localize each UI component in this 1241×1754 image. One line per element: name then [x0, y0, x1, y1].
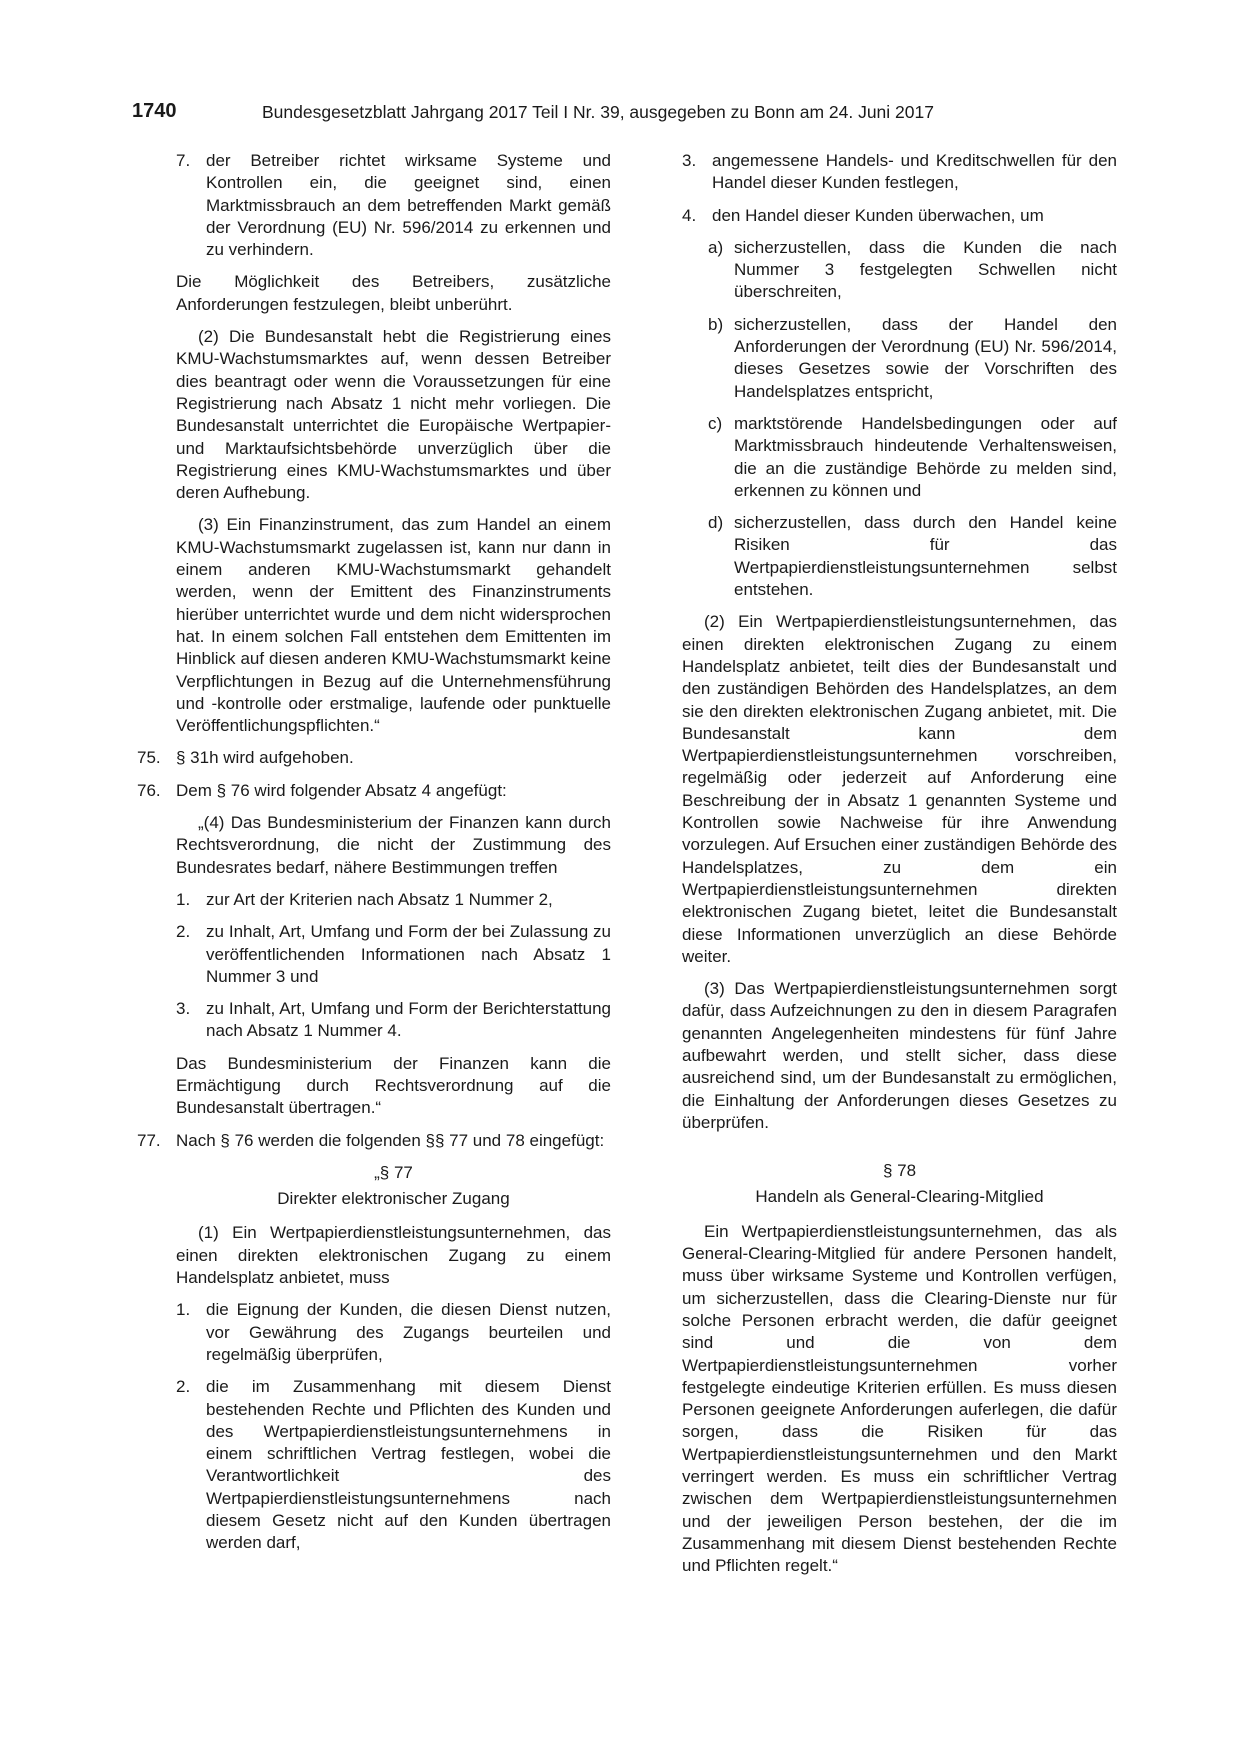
paragraph-absatz-2: (2) Die Bundesanstalt hebt die Registrierung eines KMU-Wachstumsmarktes auf, wenn dessen Betreiber dies beantragt oder wenn die Voraussetzungen für eine Registrierung nach Absatz 1 nicht mehr vorliegen. Die Bundesanstalt unterrichtet die Europäische Wertpapier- und Marktaufsichtsbehörde unverzüglich über die Registrierung eines KMU-Wachstumsmarktes und über deren Aufhebung. — [176, 327, 611, 503]
item-number: 3. — [682, 151, 697, 170]
item-number: 1. — [176, 889, 191, 909]
paragraph-absatz-1: (1) Ein Wertpapierdienstleistungsunternehmen, das einen direkten elektronischen Zugang zu einem Handelsplatz anbietet, muss — [176, 1223, 611, 1288]
item-number: 7. — [176, 151, 191, 170]
sub-item-letter: a) — [708, 237, 724, 257]
list-item — [176, 1299, 611, 1366]
list-item — [682, 205, 1117, 227]
item-number: 4. — [682, 205, 697, 225]
item-number: 75. — [137, 748, 161, 768]
sub-item-text: marktstörende Handelsbedingungen oder auf Marktmissbrauch hindeutende Verhaltensweisen, die an die zuständige Behörde zu melden sind, erkennen zu können und — [734, 413, 1117, 500]
item-text: Nach § 76 werden die folgenden §§ 77 und 78 eingefügt: — [176, 1130, 605, 1150]
sub-item-letter: c) — [708, 413, 723, 433]
item-number: 77. — [137, 1130, 161, 1150]
right-column — [682, 150, 1117, 1588]
sub-item-text: sicherzustellen, dass der Handel den Anforderungen der Verordnung (EU) Nr. 596/2014, dieses Gesetzes sowie der Vorschriften des Handelsplatzes entspricht, — [734, 314, 1117, 401]
item-text: zu Inhalt, Art, Umfang und Form der bei Zulassung zu veröffentlichenden Informationen nach Absatz 1 Nummer 3 und — [206, 922, 611, 986]
sub-list-item — [176, 921, 611, 988]
sub-list-item — [708, 512, 1117, 601]
item-text: Dem § 76 wird folgender Absatz 4 angefügt: — [176, 780, 507, 800]
sub-list-item — [708, 237, 1117, 304]
paragraph-absatz-2: (2) Ein Wertpapierdienstleistungsunternehmen, das einen direkten elektronischen Zugang zu einem Handelsplatz anbietet, teilt dies der Bundesanstalt und den zuständigen Behörden des Handelsplatzes, an dem sie den direkten elektronischen Zugang anbietet, mit. Die Bundesanstalt kann dem Wertpapierdienstleistungsunternehmen vorschreiben, regelmäßig oder jederzeit auf Anforderung eine Beschreibung der in Absatz 1 genannten Systeme und Kontrollen sowie Nachweise für ihre Anwendung vorzulegen. Auf Ersuchen einer zuständigen Behörde des Handelsplatzes, zu dem ein Wertpapierdienstleistungsunternehmen direkten elektronischen Zugang bietet, leitet die Bundesanstalt diese Informationen unverzüglich an diese Behörde weiter. — [682, 612, 1117, 966]
item-text: § 31h wird aufgehoben. — [176, 748, 354, 768]
page-number: 1740 — [132, 100, 177, 122]
section-78-title: Handeln als General-Clearing-Mitglied — [755, 1187, 1044, 1207]
item-text: den Handel dieser Kunden überwachen, um — [712, 205, 1044, 225]
item-number: 1. — [176, 1300, 191, 1320]
list-item-7 — [176, 150, 611, 261]
section-77-title: Direkter elektronischer Zugang — [277, 1189, 510, 1209]
item-text: der Betreiber richtet wirksame Systeme und Kontrollen ein, die geeignet sind, einen Marktmissbrauch an dem betreffenden Markt gemäß der Verordnung (EU) Nr. 596/2014 zu erkennen und zu verhindern. — [206, 151, 611, 260]
item-number: 2. — [176, 1377, 191, 1397]
list-item-76 — [137, 780, 611, 802]
sub-item-letter: b) — [708, 314, 724, 334]
item-number: 2. — [176, 922, 191, 942]
paragraph-absatz-3: (3) Ein Finanzinstrument, das zum Handel an einem KMU-Wachstumsmarkt zugelassen ist, kann nur dann in einem anderen KMU-Wachstumsmarkt gehandelt werden, wenn der Emittent des Finanzinstruments hierüber unterrichtet wurde und dem nicht widersprochen hat. In einem solchen Fall entstehen dem Emittenten im Hinblick auf diesen anderen KMU-Wachstumsmarkt keine Verpflichtungen in Bezug auf die Unternehmensführung und -kontrolle oder erstmalige, laufende oder punktuelle Veröffentlichungspflichten.“ — [176, 515, 611, 736]
item-number: 76. — [137, 780, 161, 800]
section-78-heading: § 78 — [882, 1161, 917, 1181]
item-text: zu Inhalt, Art, Umfang und Form der Berichterstattung nach Absatz 1 Nummer 4. — [206, 999, 611, 1041]
sub-list-item — [176, 998, 611, 1043]
item-number: 3. — [176, 999, 191, 1019]
item-text: die im Zusammenhang mit diesem Dienst bestehenden Rechte und Pflichten des Kunden und des Wertpapierdienstleistungsunternehmens in einem schriftlichen Vertrag festlegen, wobei die Verantwortlichkeit des Wertpapierdienstleistungsunternehmens nach diesem Gesetz nicht auf den Kunden übertragen werden darf, — [206, 1377, 611, 1553]
section-78-paragraph: Ein Wertpapierdienstleistungsunternehmen, das als General-Clearing-Mitglied für andere Personen handelt, muss über wirksame Systeme und Kontrollen verfügen, um sicherzustellen, dass die Clearing-Dienste nur für solche Personen erbracht werden, die dafür geeignet sind und die von dem Wertpapierdienstleistungsunternehmen vorher festgelegte eindeutige Kriterien erfüllen. Es muss diesen Personen geeignete Anforderungen auferlegen, die dafür sorgen, dass die Risiken für das Wertpapierdienstleistungsunternehmen und den Markt verringert werden. Es muss ein schriftlicher Vertrag zwischen dem Wertpapierdienstleistungsunternehmen und der jeweiligen Person bestehen, der die im Zusammenhang mit diesem Dienst bestehenden Rechte und Pflichten regelt.“ — [682, 1221, 1117, 1576]
list-item-75 — [137, 747, 611, 769]
quoted-paragraph: „(4) Das Bundesministerium der Finanzen kann durch Rechtsverordnung, die nicht der Zustimmung des Bundesrates bedarf, nähere Bestimmungen treffen — [176, 813, 611, 877]
list-item — [682, 150, 1117, 195]
item-text: zur Art der Kriterien nach Absatz 1 Nummer 2, — [206, 889, 553, 909]
closing-paragraph: Das Bundesministerium der Finanzen kann die Ermächtigung durch Rechtsverordnung auf die Bundesanstalt übertragen.“ — [176, 1053, 611, 1118]
sub-list-item — [708, 413, 1117, 502]
running-head: Bundesgesetzblatt Jahrgang 2017 Teil I Nr. 39, ausgegeben zu Bonn am 24. Juni 2017 — [262, 102, 934, 122]
paragraph-absatz-3: (3) Das Wertpapierdienstleistungsunternehmen sorgt dafür, dass Aufzeichnungen zu den in diesem Paragrafen genannten Angelegenheiten mindestens für fünf Jahre aufbewahrt werden, und stellt sicher, dass diese ausreichend sind, um der Bundesanstalt zu ermöglichen, die Einhaltung der Anforderungen dieses Gesetzes zu überprüfen. — [682, 979, 1117, 1132]
item-text: die Eignung der Kunden, die diesen Dienst nutzen, vor Gewährung des Zugangs beurteilen und regelmäßig überprüfen, — [206, 1300, 611, 1364]
list-item — [176, 1376, 611, 1554]
list-item-77 — [137, 1130, 611, 1152]
paragraph: Die Möglichkeit des Betreibers, zusätzliche Anforderungen festzulegen, bleibt unberührt. — [176, 272, 611, 314]
sub-item-text: sicherzustellen, dass durch den Handel keine Risiken für das Wertpapierdienstleistungsunternehmen selbst entstehen. — [734, 513, 1117, 600]
section-77-heading: „§ 77 — [374, 1162, 413, 1182]
sub-list-item — [708, 314, 1117, 403]
sub-item-letter: d) — [708, 513, 724, 533]
item-text: angemessene Handels- und Kreditschwellen für den Handel dieser Kunden festlegen, — [712, 151, 1117, 193]
left-column — [137, 150, 611, 1565]
sub-list-item — [176, 889, 611, 911]
sub-item-text: sicherzustellen, dass die Kunden die nach Nummer 3 festgelegten Schwellen nicht überschreiten, — [734, 237, 1117, 302]
